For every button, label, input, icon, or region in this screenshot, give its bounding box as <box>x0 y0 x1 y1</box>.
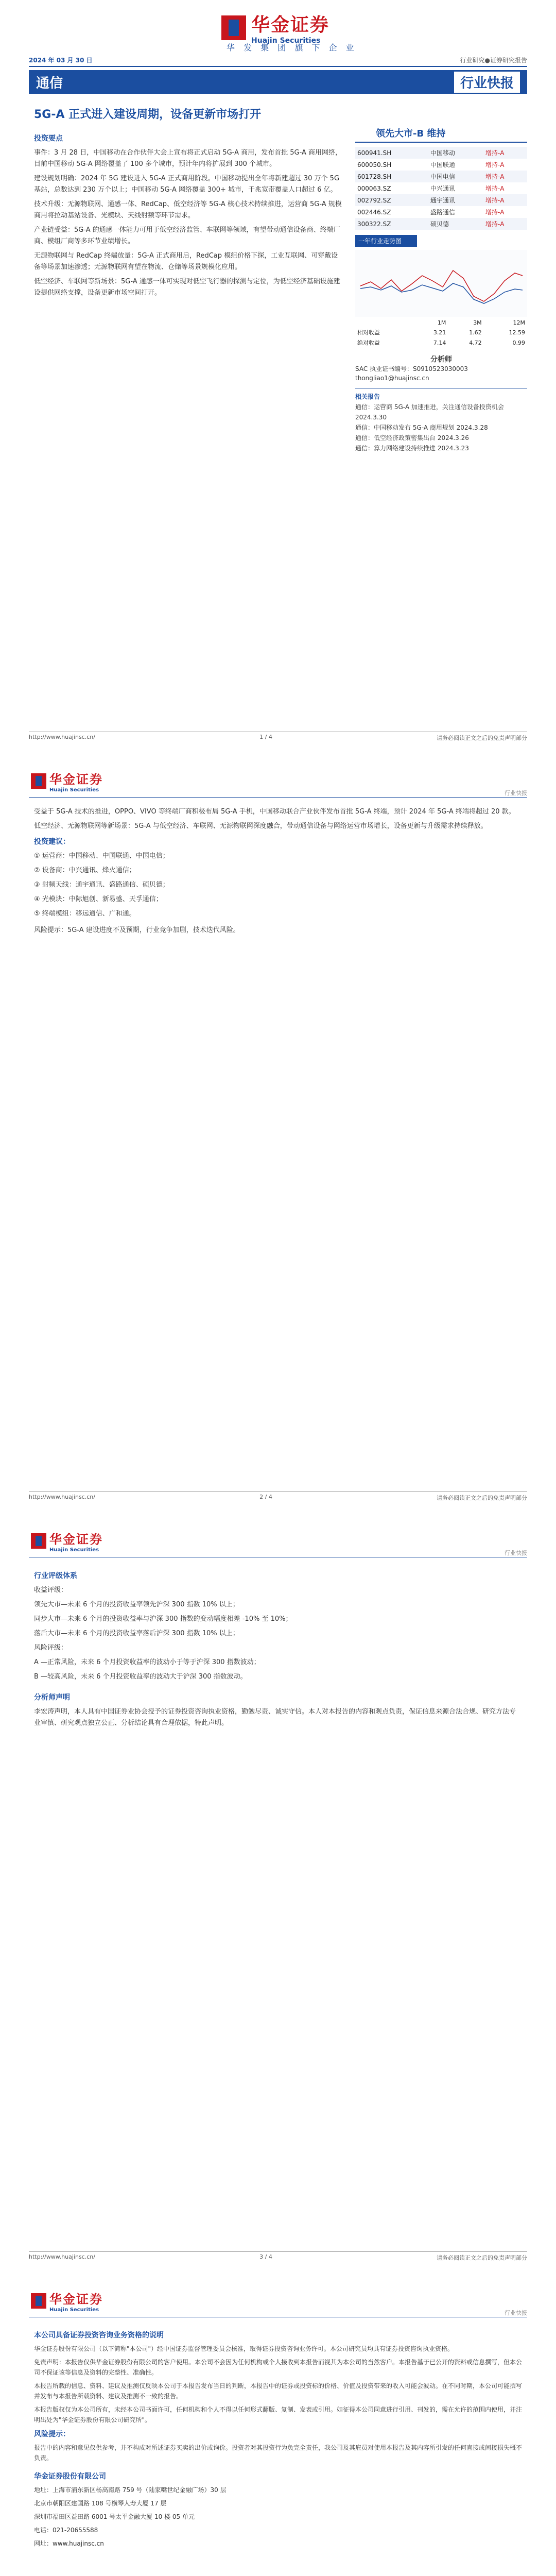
stock-name: 中国电信 <box>430 173 455 180</box>
page-header-right: 行业快报 <box>505 790 527 796</box>
perf-cell: 1.62 <box>469 329 482 336</box>
footer-page: 3 / 4 <box>259 2253 272 2260</box>
analyst-statement: 李宏涛声明，本人具有中国证券业协会授予的证券投资咨询执业资格，勤勉尽责、诚实守信。本人对本报告的内容和观点负责，保证信息来源合法合规、研究方法专业审慎、研究观点独立公正、分析结论具有合理依据，特此声明。 <box>34 1708 516 1727</box>
analyst-name: 分析师 <box>430 355 452 364</box>
brand-logo-small <box>31 769 103 793</box>
paragraph: 产业链受益：5G-A 的通感一体能力可用于低空经济监管、车联网等领域，有望带动通信设备商、终端厂商、模组厂商等多环节业绩增长。 <box>34 226 340 245</box>
section-suggest: 投资建议： <box>34 838 70 846</box>
report-type: 行业快报 <box>454 72 520 93</box>
paragraph: 事件：3 月 28 日，中国移动在合作伙伴大会上宣布将正式启动 5G-A 商用，发布首批 5G-A 商用网络，目前中国移动 5G-A 网络覆盖了 100 多个城市，预计年内将扩展到 300 个城市。 <box>34 149 342 168</box>
stock-name: 中兴通讯 <box>430 185 455 192</box>
stock-rating: 增持-A <box>485 161 505 168</box>
stock-row <box>355 159 527 171</box>
related-reports <box>355 388 527 453</box>
perf-header: 12M <box>513 319 525 326</box>
stock-row <box>355 182 527 194</box>
paragraph: 低空经济、无源物联网等新场景：5G-A 与低空经济、车联网、无源物联网深度融合，带动通信设备与网络运营市场增长，设备更新与升级需求持续释放。 <box>34 822 488 830</box>
footer-disclaimer: 请务必阅读正文之后的免责声明部分 <box>437 1495 527 1501</box>
legal-paragraph: 本报告版权仅为本公司所有，未经本公司书面许可，任何机构和个人不得以任何形式翻版、复制、发表或引用。如征得本公司同意进行引用、刊发的，需在允许的范围内使用，并注明出处为"华金证券股份有限公司研究所"。 <box>34 2406 523 2424</box>
page-1 <box>0 0 556 752</box>
rating-line: 落后大市—未来 6 个月的投资收益率落后沪深 300 指数 10% 以上； <box>34 1630 239 1637</box>
stock-code: 002446.SZ <box>357 208 391 216</box>
perf-header: 1M <box>437 319 446 326</box>
brand-cn: 华金证券 <box>49 772 103 787</box>
rating-system <box>34 1566 522 1732</box>
perf-header: 3M <box>473 319 482 326</box>
stock-rating: 增持-A <box>485 221 505 228</box>
side-column <box>355 126 527 453</box>
perf-cell: 绝对收益 <box>357 340 380 346</box>
chart-label: 一年行业走势图 <box>355 235 417 247</box>
stock-row <box>355 206 527 218</box>
rating-line: 领先大市—未来 6 个月的投资收益率领先沪深 300 指数 10% 以上； <box>34 1601 239 1608</box>
stock-row <box>355 194 527 206</box>
category: 通信 <box>36 75 63 91</box>
address-line: 地址：上海市浦东新区杨高南路 759 号（陆家嘴世纪金融广场）30 层 <box>34 2486 227 2494</box>
legal-paragraph: 免责声明：本报告仅供华金证券股份有限公司的客户使用。本公司不会因为任何机构或个人接收到本报告而视其为本公司的当然客户。本报告基于已公开的资料或信息撰写，但本公司不保证该等信息及资料的完整性、准确性。 <box>34 2359 523 2376</box>
related-title: 相关报告 <box>355 393 380 400</box>
main-column <box>34 806 522 939</box>
risk-title: 风险提示： <box>34 2430 70 2438</box>
brand-logo-small <box>31 2289 103 2313</box>
perf-cell: 12.59 <box>509 329 525 336</box>
related-item[interactable]: 通信：运营商 5G-A 加速推进，关注通信设备投资机会 2024.3.30 <box>355 403 504 421</box>
stock-code: 601728.SH <box>357 173 392 180</box>
page-3 <box>0 1520 556 2272</box>
industry-trend-chart <box>355 250 527 317</box>
analyst-statement-title: 分析师声明 <box>34 1693 70 1702</box>
perf-cell: 7.14 <box>433 339 446 346</box>
suggest-item: ② 设备商：中兴通讯、烽火通信； <box>34 867 136 874</box>
stock-rating: 增持-A <box>485 197 505 204</box>
risk-note: 风险提示：5G-A 建设进度不及预期，行业竞争加剧，技术迭代风险。 <box>34 926 240 934</box>
stock-code: 600050.SH <box>357 161 392 168</box>
legal-title: 本公司具备证券投资咨询业务资格的说明 <box>34 2331 164 2340</box>
brand-cn: 华金证券 <box>49 1532 103 1547</box>
rating-header <box>355 126 527 143</box>
stock-name: 盛路通信 <box>430 209 455 216</box>
paragraph: 低空经济、车联网等新场景：5G-A 通感一体可实现对低空飞行器的探测与定位，为低空经济基础设施建设提供网络支撑，设备更新市场空间打开。 <box>34 278 340 297</box>
category-bar <box>29 70 527 94</box>
stock-table <box>355 147 527 230</box>
brand-logo-small <box>31 1529 103 1553</box>
suggest-item: ① 运营商：中国移动、中国联通、中国电信； <box>34 852 169 860</box>
report-date: 2024 年 03 月 30 日 <box>29 57 93 64</box>
huajin-logo-icon <box>221 15 246 40</box>
brand-cn: 华金证券 <box>251 14 330 36</box>
related-item[interactable]: 通信：低空经济政策密集出台 2024.3.26 <box>355 434 469 442</box>
suggest-item: ④ 光模块：中际旭创、新易盛、天孚通信； <box>34 895 163 903</box>
brand-en: Huajin Securities <box>49 2307 99 2313</box>
paragraph: 受益于 5G-A 技术的推进，OPPO、VIVO 等终端厂商积极布局 5G-A 手机，中国移动联合产业伙伴发布首批 5G-A 终端，预计 2024 年 5G-A 终端将超过 20 款。 <box>34 808 515 816</box>
perf-header <box>355 318 412 327</box>
stock-code: 002792.SZ <box>357 196 391 204</box>
main-column <box>34 129 343 302</box>
dateline <box>29 56 527 67</box>
rating-line: 风险评级： <box>34 1644 68 1652</box>
legal-paragraph: 本报告所载的信息、资料、建议及推测仅反映本公司于本报告发布当日的判断，本报告中的证券或投资标的价格、价值及投资带来的收入可能会波动。在不同时期，本公司可能撰写并发布与本报告所载资料、建议及推测不一致的报告。 <box>34 2382 523 2400</box>
legal-section <box>34 2326 522 2552</box>
footer-disclaimer: 请务必阅读正文之后的免责声明部分 <box>437 735 527 741</box>
footer-disclaimer: 请务必阅读正文之后的免责声明部分 <box>437 2255 527 2261</box>
footer-page: 2 / 4 <box>259 1494 272 1500</box>
industry-rating: 领先大市-B 维持 <box>376 128 446 139</box>
address-line: 北京市朝阳区建国路 108 号横琴人寿大厦 17 层 <box>34 2500 167 2507</box>
perf-cell: 0.99 <box>512 339 525 346</box>
brand-en: Huajin Securities <box>49 787 99 793</box>
perf-cell: 4.72 <box>469 339 482 346</box>
analyst-id: SAC 执业证书编号：S0910523030003 <box>355 365 468 372</box>
huajin-logo-icon <box>31 773 46 789</box>
brand-logo <box>221 10 329 45</box>
address-line: 电话：021-20655588 <box>34 2527 98 2534</box>
stock-code: 300322.SZ <box>357 220 391 228</box>
address-line[interactable]: 网址：www.huajinsc.cn <box>34 2540 104 2547</box>
header-rule <box>29 797 527 798</box>
stock-rating: 增持-A <box>485 149 505 157</box>
rating-line: B —较高风险，未来 6 个月投资收益率的波动大于沪深 300 指数波动。 <box>34 1673 247 1681</box>
related-item[interactable]: 通信：中国移动发布 5G-A 商用规划 2024.3.28 <box>355 424 488 431</box>
stock-name: 中国移动 <box>430 149 455 157</box>
footer-url[interactable]: http://www.huajinsc.cn/ <box>29 2253 95 2260</box>
brand-cn: 华金证券 <box>49 2292 103 2307</box>
rating-title: 行业评级体系 <box>34 1572 77 1580</box>
section-invest: 投资要点 <box>34 134 63 143</box>
address-line: 深圳市福田区益田路 6001 号太平金融大厦 10 楼 05 单元 <box>34 2513 195 2520</box>
page-4 <box>0 2280 556 2576</box>
paragraph: 建设规划明确：2024 年 5G 建设进入 5G-A 正式商用阶段。中国移动提出全年将新建超过 30 万个 5G 基站，总数达到 230 万个以上；中国移动 5G-A 网络覆盖 300+ 城市，千兆宽带覆盖人口超过 6 亿。 <box>34 175 340 194</box>
page-footer <box>29 2251 527 2262</box>
stock-rating: 增持-A <box>485 173 505 180</box>
analyst-block <box>355 355 527 383</box>
stock-code: 000063.SZ <box>357 184 391 192</box>
footer-url[interactable]: http://www.huajinsc.cn/ <box>29 1494 95 1500</box>
legal-paragraph: 华金证券股份有限公司（以下简称"本公司"）经中国证券监督管理委员会核准，取得证券投资咨询业务许可。本公司研究员均具有证券投资咨询执业资格。 <box>34 2345 454 2352</box>
footer-url[interactable]: http://www.huajinsc.cn/ <box>29 734 95 740</box>
stock-code: 600941.SH <box>357 149 392 157</box>
page-header-right: 行业快报 <box>505 2310 527 2316</box>
huajin-logo-icon <box>31 1533 46 1549</box>
page-header-right: 行业快报 <box>505 1550 527 1556</box>
brand-en: Huajin Securities <box>49 1547 99 1553</box>
rating-line: 收益评级： <box>34 1586 68 1594</box>
stock-name: 硕贝德 <box>430 221 449 228</box>
perf-cell: 3.21 <box>433 329 446 336</box>
performance-table <box>355 318 527 348</box>
stock-row <box>355 218 527 230</box>
rating-line: 同步大市—未来 6 个月的投资收益率与沪深 300 指数的变动幅度相差 -10% 至 10%； <box>34 1615 292 1623</box>
stock-name: 中国联通 <box>430 161 455 168</box>
analyst-email: thongliao1@huajinsc.cn <box>355 375 429 382</box>
suggest-item: ③ 射频天线：通宇通讯、盛路通信、硕贝德； <box>34 881 169 889</box>
rating-line: A —正常风险，未来 6 个月投资收益率的波动小于等于沪深 300 指数波动； <box>34 1658 260 1666</box>
report-title: 5G-A 正式进入建设周期，设备更新市场打开 <box>34 108 262 121</box>
page-2 <box>0 760 556 1512</box>
brand-en: Huajin Securities <box>251 37 321 45</box>
perf-cell: 相对收益 <box>357 329 380 336</box>
related-item[interactable]: 通信：算力网络建设持续推进 2024.3.23 <box>355 445 469 452</box>
header-right-small: 行业研究●证券研究报告 <box>460 57 527 64</box>
company-name: 华金证券股份有限公司 <box>34 2472 106 2481</box>
suggest-item: ⑤ 终端模组：移远通信、广和通。 <box>34 910 136 918</box>
huajin-logo-icon <box>31 2293 46 2309</box>
paragraph: 技术升级：无源物联网、通感一体、RedCap、低空经济等 5G-A 核心技术持续推进，运营商 5G-A 规模商用将拉动基站设备、光模块、天线射频等环节需求。 <box>34 200 342 219</box>
footer-page: 1 / 4 <box>259 734 272 740</box>
stock-name: 通宇通讯 <box>430 197 455 204</box>
stock-rating: 增持-A <box>485 209 505 216</box>
page-footer <box>29 1492 527 1502</box>
stock-row <box>355 147 527 159</box>
paragraph: 无源物联网与 RedCap 终端放量：5G-A 正式商用后，RedCap 模组价格下探，工业互联网、可穿戴设备等场景加速渗透；无源物联网有望在物流、仓储等场景规模化应用。 <box>34 252 338 271</box>
page-footer <box>29 732 527 742</box>
risk-text: 报告中的内容和意见仅供参考，并不构成对所述证券买卖的出价或询价。投资者对其投资行为负完全责任，我公司及其雇员对使用本报告及其内容所引发的任何直接或间接损失概不负责。 <box>34 2444 523 2462</box>
stock-row <box>355 171 527 182</box>
stock-rating: 增持-A <box>485 185 505 192</box>
brand-slogan: 华 发 集 团 旗 下 企 业 <box>227 43 357 53</box>
